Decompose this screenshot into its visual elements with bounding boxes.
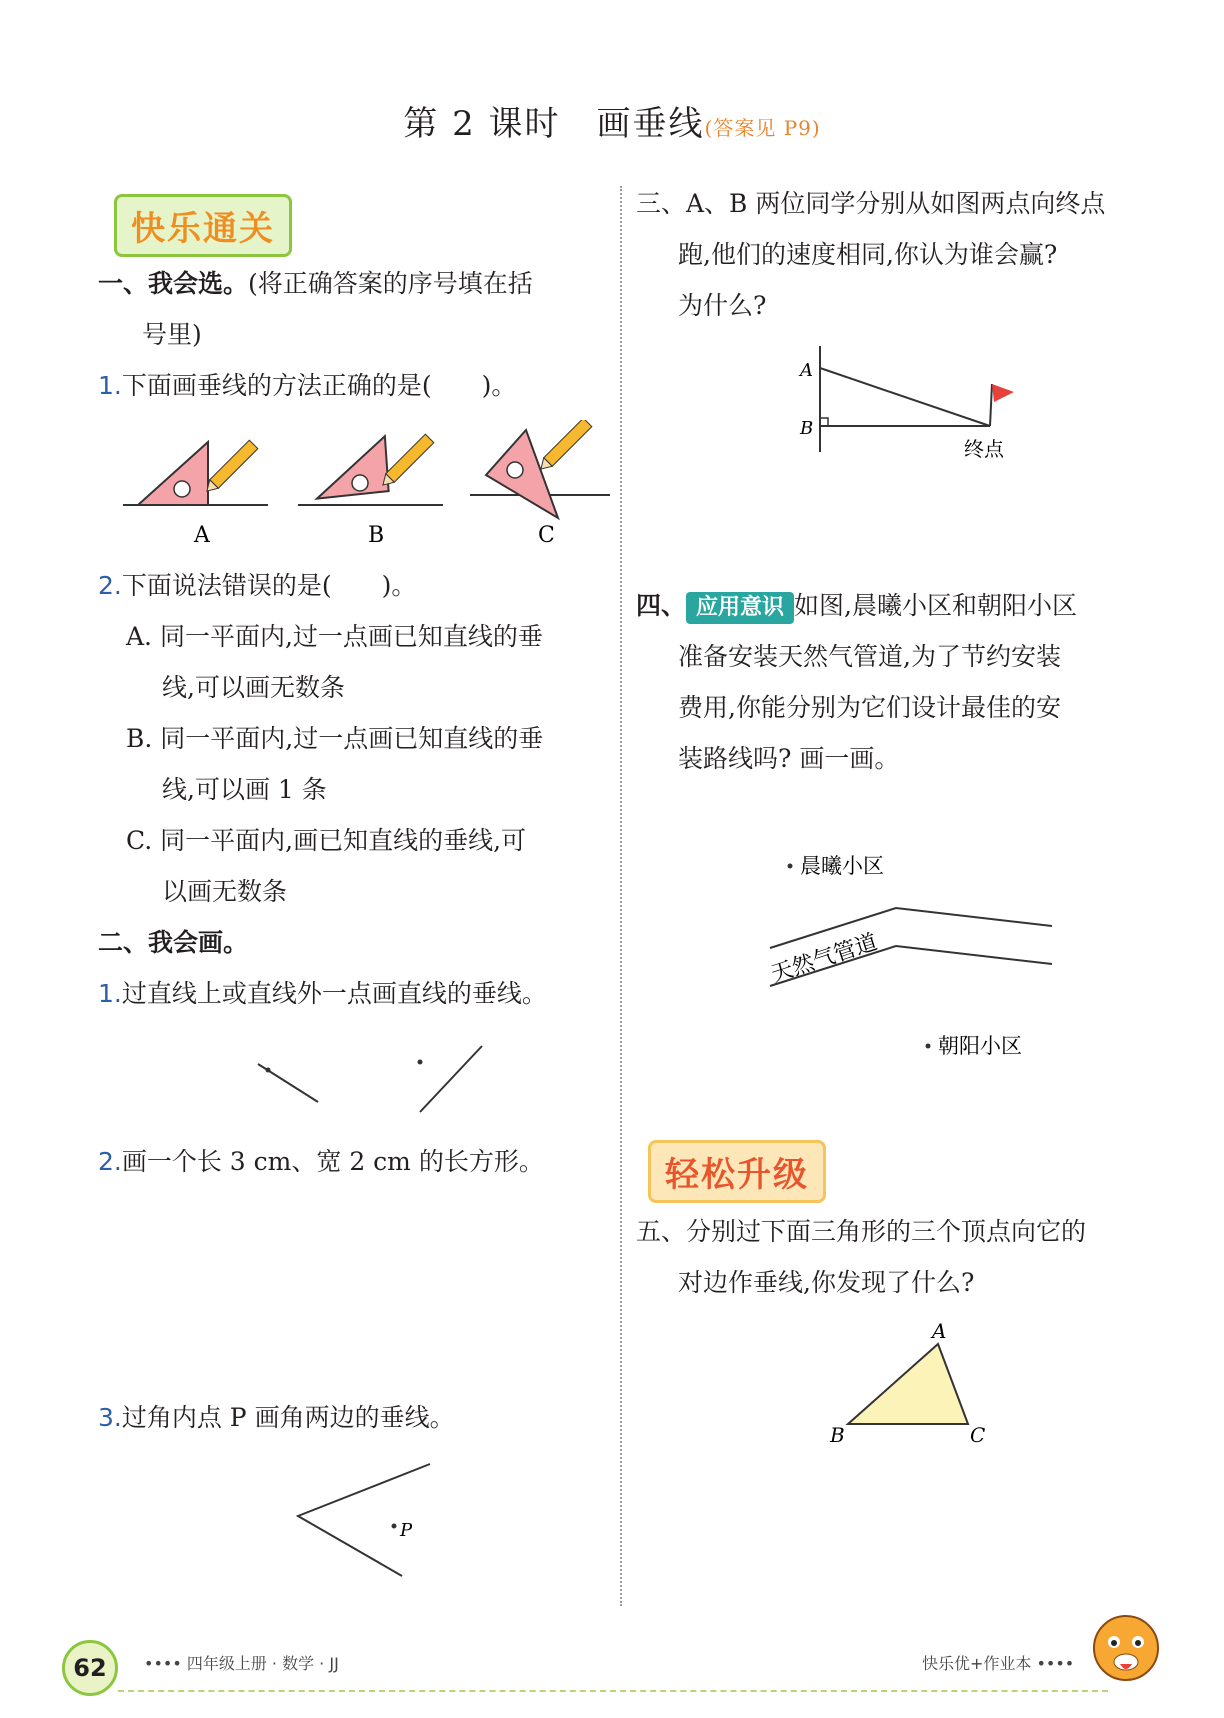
- chenxi-label: 晨曦小区: [800, 854, 884, 878]
- figure-c: [470, 420, 610, 518]
- part3-line2: 跑,他们的速度相同,你认为谁会赢?: [678, 240, 1058, 269]
- option-a-line1: A. 同一平面内,过一点画已知直线的垂: [126, 622, 543, 651]
- triangle-figure: [820, 1320, 1000, 1450]
- line-point-figures: [250, 1040, 500, 1120]
- part3-line1: 三、A、B 两位同学分别从如图两点向终点: [636, 189, 1106, 218]
- page-title: [0, 96, 1224, 145]
- tiger-mascot-icon: [1086, 1608, 1166, 1688]
- lesson-title: 第 2 课时 画垂线: [403, 104, 705, 144]
- zhaoyang-label: 朝阳小区: [938, 1034, 1022, 1058]
- angle-figure: [290, 1460, 460, 1580]
- part5-line1: 五、分别过下面三角形的三个顶点向它的: [636, 1217, 1087, 1246]
- option-a-line2: 线,可以画无数条: [162, 673, 345, 702]
- section-badge-1: 快乐通关: [114, 194, 292, 257]
- part1-q2: [98, 560, 416, 611]
- option-c-line2: 以画无数条: [162, 877, 288, 906]
- pipe-label: 天然气管道: [768, 929, 881, 988]
- part1-instruction-2: 号里): [142, 320, 202, 349]
- option-b-line1: B. 同一平面内,过一点画已知直线的垂: [126, 724, 544, 753]
- finish-label: 终点: [964, 437, 1004, 461]
- figure-a: [123, 440, 268, 505]
- point-p-label: P: [400, 1520, 413, 1541]
- part4-line3: 费用,你能分别为它们设计最佳的安: [678, 693, 1061, 722]
- option-b-line2: 线,可以画 1 条: [162, 775, 327, 804]
- q-text: 画一个长 3 cm、宽 2 cm 的长方形。: [121, 1147, 544, 1176]
- part1-q1: [98, 360, 516, 411]
- column-divider: [620, 186, 622, 1606]
- vertex-c-label: C: [970, 1423, 986, 1447]
- q-text: 过直线上或直线外一点画直线的垂线。: [121, 979, 547, 1008]
- vertex-a-label: A: [932, 1320, 947, 1343]
- figure-b: [298, 434, 443, 505]
- label-c: C: [538, 523, 555, 548]
- part1-heading-line: [98, 258, 618, 309]
- point-b-label: B: [800, 418, 814, 439]
- part1-heading: 一、我会选。: [98, 269, 249, 298]
- vertex-b-label: B: [830, 1423, 845, 1447]
- page-number: 62: [62, 1640, 118, 1696]
- part4-line1: [636, 580, 1077, 631]
- part5-line2: 对边作垂线,你发现了什么?: [678, 1268, 975, 1297]
- answer-note: (答案见 P9): [704, 116, 821, 140]
- footer-book-info: •••• 四年级上册 · 数学 · JJ: [144, 1654, 339, 1673]
- q-text: 过角内点 P 画角两边的垂线。: [121, 1403, 455, 1432]
- q-text: 下面画垂线的方法正确的是( )。: [121, 371, 517, 400]
- part2-q2: [98, 1136, 544, 1187]
- q-number: 1.: [98, 371, 122, 400]
- part1-instruction: (将正确答案的序号填在括: [248, 269, 533, 298]
- label-b: B: [368, 523, 385, 548]
- q-number: 2.: [98, 571, 122, 600]
- footer-series: 快乐优+作业本 ••••: [922, 1654, 1075, 1673]
- part2-heading: 二、我会画。: [98, 928, 249, 957]
- part2-q1: [98, 968, 547, 1019]
- label-a: A: [194, 523, 210, 548]
- part4-prefix: 四、: [636, 591, 687, 620]
- q-text: 下面说法错误的是( )。: [121, 571, 417, 600]
- race-figure: [790, 344, 1030, 464]
- application-tag: 应用意识: [686, 592, 794, 624]
- pipeline-figure: [760, 840, 1060, 1070]
- q-number: 1.: [98, 979, 122, 1008]
- option-c-line1: C. 同一平面内,画已知直线的垂线,可: [126, 826, 527, 855]
- part2-q3: [98, 1392, 455, 1443]
- q-number: 3.: [98, 1403, 122, 1432]
- part4-line2: 准备安装天然气管道,为了节约安装: [678, 642, 1061, 671]
- part4-text: 如图,晨曦小区和朝阳小区: [794, 591, 1077, 620]
- part4-line4: 装路线吗? 画一画。: [678, 744, 900, 773]
- part3-line3: 为什么?: [678, 291, 767, 320]
- q-number: 2.: [98, 1147, 122, 1176]
- footer-dashed-line: [118, 1690, 1108, 1692]
- section-badge-2: 轻松升级: [648, 1140, 826, 1203]
- set-square-figures: [118, 420, 618, 550]
- point-a-label: A: [800, 360, 813, 381]
